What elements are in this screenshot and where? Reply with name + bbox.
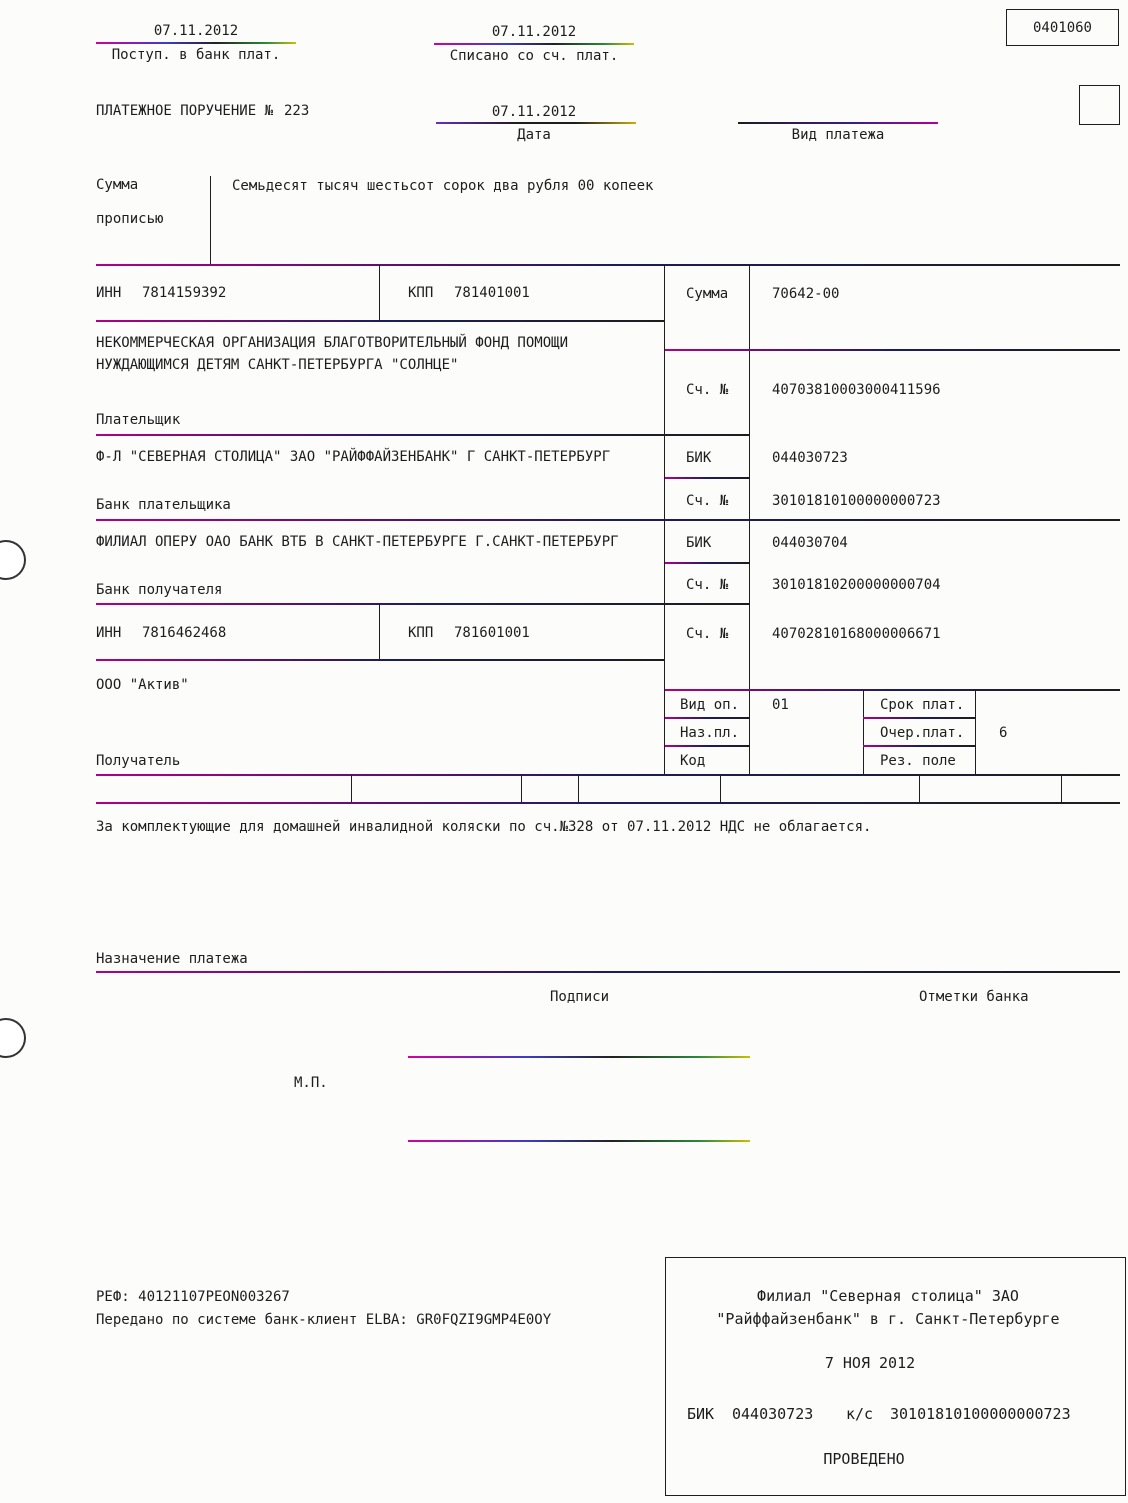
tax-row-bottom <box>96 802 1120 804</box>
deadline-label: Срок плат. <box>880 697 965 713</box>
payee-bank-name: ФИЛИАЛ ОПЕРУ ОАО БАНК ВТБ В САНКТ-ПЕТЕРБУРГЕ Г.САНКТ-ПЕТЕРБУРГ <box>96 534 619 550</box>
tax-div-3 <box>578 775 579 803</box>
payer-bank-line <box>96 519 1120 521</box>
tax-div-2 <box>521 775 522 803</box>
document-date-line <box>436 122 636 124</box>
received-label: Поступ. в банк плат. <box>111 47 281 63</box>
payer-account: 40703810003000411596 <box>772 382 941 398</box>
stamp-ks: 30101810100000000723 <box>890 1405 1071 1423</box>
payer-bank-bik: 044030723 <box>772 450 848 466</box>
payee-kpp: 781601001 <box>454 625 530 641</box>
payer-inn-line <box>96 320 665 322</box>
debited-date: 07.11.2012 <box>491 24 577 40</box>
form-code: 0401060 <box>1032 20 1092 36</box>
stamp-bik: 044030723 <box>732 1405 814 1423</box>
codes-line-2 <box>665 745 750 747</box>
payer-sum-label: Сумма <box>686 286 729 302</box>
payer-bank-account: 30101810100000000723 <box>772 493 941 509</box>
payer-label: Плательщик <box>96 412 181 428</box>
tax-div-5 <box>919 775 920 803</box>
payee-name: ООО "Актив" <box>96 677 189 693</box>
payer-inn-label: ИНН <box>96 285 122 301</box>
payee-inn-label: ИНН <box>96 625 122 641</box>
document-title: ПЛАТЕЖНОЕ ПОРУЧЕНИЕ № <box>96 103 274 119</box>
payee-label: Получатель <box>96 753 181 769</box>
payment-type-line <box>738 122 938 124</box>
received-date-line <box>96 42 296 44</box>
signature-line-1 <box>408 1056 750 1058</box>
grid-line-top <box>96 264 1120 266</box>
payer-bank-account-label: Сч. № <box>686 493 729 509</box>
payee-bank-bik: 044030704 <box>772 535 848 551</box>
document-date: 07.11.2012 <box>491 104 577 120</box>
payer-inn-kpp-divider <box>379 265 380 320</box>
stamp-status: ПРОВЕДЕНО <box>823 1450 905 1468</box>
payee-inn-kpp-divider <box>379 604 380 660</box>
status-box <box>1079 85 1120 125</box>
payer-bank-bik-label: БИК <box>686 450 712 466</box>
codes-divider-1 <box>863 690 864 775</box>
payee-bank-account-label: Сч. № <box>686 577 729 593</box>
tax-div-4 <box>720 775 721 803</box>
amount-words-label-2: прописью <box>96 211 164 227</box>
payment-purpose-label: Назначение платежа <box>96 951 248 967</box>
tax-div-1 <box>351 775 352 803</box>
payer-account-label: Сч. № <box>686 382 729 398</box>
amount-words: Семьдесят тысяч шестьсот сорок два рубля 00 копеек <box>232 178 654 194</box>
stamp-line-1: Филиал "Северная столица" ЗАО <box>757 1287 1019 1305</box>
payee-bank-label: Банк получателя <box>96 582 223 598</box>
stamp-bik-label: БИК <box>687 1405 715 1423</box>
purpose-line <box>96 971 1120 973</box>
signatures-label: Подписи <box>550 989 610 1005</box>
payee-inn-line <box>96 659 665 661</box>
stamp-ks-label: к/с <box>846 1405 874 1423</box>
tax-div-6 <box>1061 775 1062 803</box>
punch-hole-top <box>0 540 26 580</box>
reserve-label: Рез. поле <box>880 753 956 769</box>
payer-line <box>96 434 750 436</box>
payer-bank-bik-line <box>665 477 750 479</box>
payee-bank-bik-line <box>665 562 750 564</box>
payee-bank-account: 30101810200000000704 <box>772 577 941 593</box>
codes-line-1b <box>863 717 976 719</box>
amount-words-divider <box>210 176 211 264</box>
codes-divider-2 <box>975 690 976 775</box>
codes-line-1 <box>665 717 750 719</box>
code-label: Код <box>680 753 706 769</box>
debited-label: Списано со сч. плат. <box>449 48 619 64</box>
codes-line-2b <box>863 745 976 747</box>
stamp-line-2: "Райффайзенбанк" в г. Санкт-Петербурге <box>716 1310 1060 1328</box>
payee-bank-line <box>96 603 750 605</box>
payer-name-line-1: НЕКОММЕРЧЕСКАЯ ОРГАНИЗАЦИЯ БЛАГОТВОРИТЕЛЬНЫЙ ФОНД ПОМОЩИ <box>96 335 569 351</box>
document-number: 223 <box>284 103 310 119</box>
priority: 6 <box>999 725 1008 741</box>
payee-account-label: Сч. № <box>686 626 729 642</box>
amount-words-label-1: Сумма <box>96 177 139 193</box>
payee-inn: 7816462468 <box>142 625 227 641</box>
sum-line <box>665 349 1120 351</box>
payer-sum: 70642-00 <box>772 286 840 302</box>
payer-kpp-label: КПП <box>408 285 434 301</box>
payer-bank-label: Банк плательщика <box>96 497 231 513</box>
payee-bank-bik-label: БИК <box>686 535 712 551</box>
payment-purpose: За комплектующие для домашней инвалидной коляски по сч.№328 от 07.11.2012 НДС не облагается. <box>96 819 872 835</box>
seal-label: М.П. <box>294 1075 328 1091</box>
debited-date-line <box>434 43 634 45</box>
bank-marks-label: Отметки банка <box>919 989 1029 1005</box>
document-date-label: Дата <box>517 127 551 143</box>
payer-name-line-2: НУЖДАЮЩИМСЯ ДЕТЯМ САНКТ-ПЕТЕРБУРГА "СОЛНЦЕ" <box>96 357 459 373</box>
payee-kpp-label: КПП <box>408 625 434 641</box>
payer-bank-name: Ф-Л "СЕВЕРНАЯ СТОЛИЦА" ЗАО "РАЙФФАЙЗЕНБАНК" Г САНКТ-ПЕТЕРБУРГ <box>96 449 611 465</box>
payer-inn: 7814159392 <box>142 285 227 301</box>
received-date: 07.11.2012 <box>153 23 239 39</box>
punch-hole-bottom <box>0 1018 26 1058</box>
payment-type-label: Вид платежа <box>791 127 885 143</box>
reference: РЕФ: 40121107PEON003267 <box>96 1289 290 1305</box>
purpose-code-label: Наз.пл. <box>680 725 740 741</box>
payee-account: 40702810168000006671 <box>772 626 941 642</box>
op-type-label: Вид оп. <box>680 697 740 713</box>
signature-line-2 <box>408 1140 750 1142</box>
stamp-date: 7 НОЯ 2012 <box>824 1354 916 1372</box>
payer-kpp: 781401001 <box>454 285 530 301</box>
transmitted-info: Передано по системе банк-клиент ELBA: GR0FQZI9GMP4E0OY <box>96 1312 552 1328</box>
codes-top-line <box>665 689 1120 691</box>
priority-label: Очер.плат. <box>880 725 965 741</box>
tax-row-top <box>96 774 1120 776</box>
op-type: 01 <box>772 697 789 713</box>
